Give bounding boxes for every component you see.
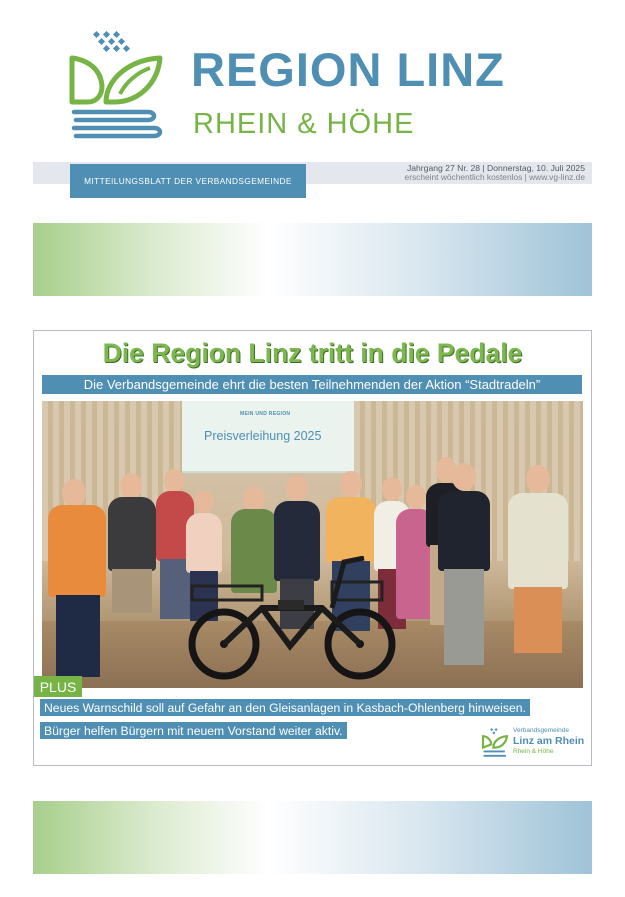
teaser-citizens-help[interactable]: Bürger helfen Bürgern mit neuem Vorstand weiter aktiv. [40, 722, 347, 739]
person [502, 465, 574, 685]
masthead [0, 0, 625, 160]
gradient-band-bottom [33, 801, 592, 874]
issue-number-date: Jahrgang 27 Nr. 28 | Donnerstag, 10. Juli 2025 [406, 163, 585, 173]
issue-info [405, 164, 585, 182]
plus-tag: PLUS [34, 676, 82, 697]
award-ceremony-photo [42, 401, 583, 688]
vg-logo-icon [480, 728, 510, 758]
masthead-subtitle: RHEIN & HÖHE [193, 108, 415, 140]
cargo-ebike [182, 556, 402, 681]
vg-logo-line3: Rhein & Höhe [513, 748, 554, 755]
issue-frequency-website: erscheint wöchentlich kostenlos | www.vg-linz.de [404, 172, 585, 183]
vg-logo-line1: Verbandsgemeinde [513, 727, 570, 734]
publication-label: MITTEILUNGSBLATT DER VERBANDSGEMEINDE [70, 164, 306, 198]
region-linz-logo-icon [66, 30, 166, 140]
feature-headline: Die Region Linz tritt in die Pedale [102, 338, 523, 368]
teaser-warning-sign[interactable]: Neues Warnschild soll auf Gefahr an den Gleisanlagen in Kasbach-Ohlenberg hinweisen. [40, 699, 530, 716]
screen-logo: MEIN UND REGION [240, 411, 291, 417]
person [432, 463, 496, 683]
feature-card [33, 330, 592, 766]
projection-screen [182, 401, 354, 473]
masthead-title: REGION LINZ [191, 43, 505, 96]
gradient-band-top [33, 223, 592, 296]
screen-title: Preisverleihung 2025 [204, 429, 322, 443]
vg-linz-logo [480, 726, 585, 760]
vg-logo-line2: Linz am Rhein [513, 735, 585, 747]
feature-subheadline: Die Verbandsgemeinde ehrt die besten Teilnehmenden der Aktion “Stadtradeln” [42, 375, 582, 394]
